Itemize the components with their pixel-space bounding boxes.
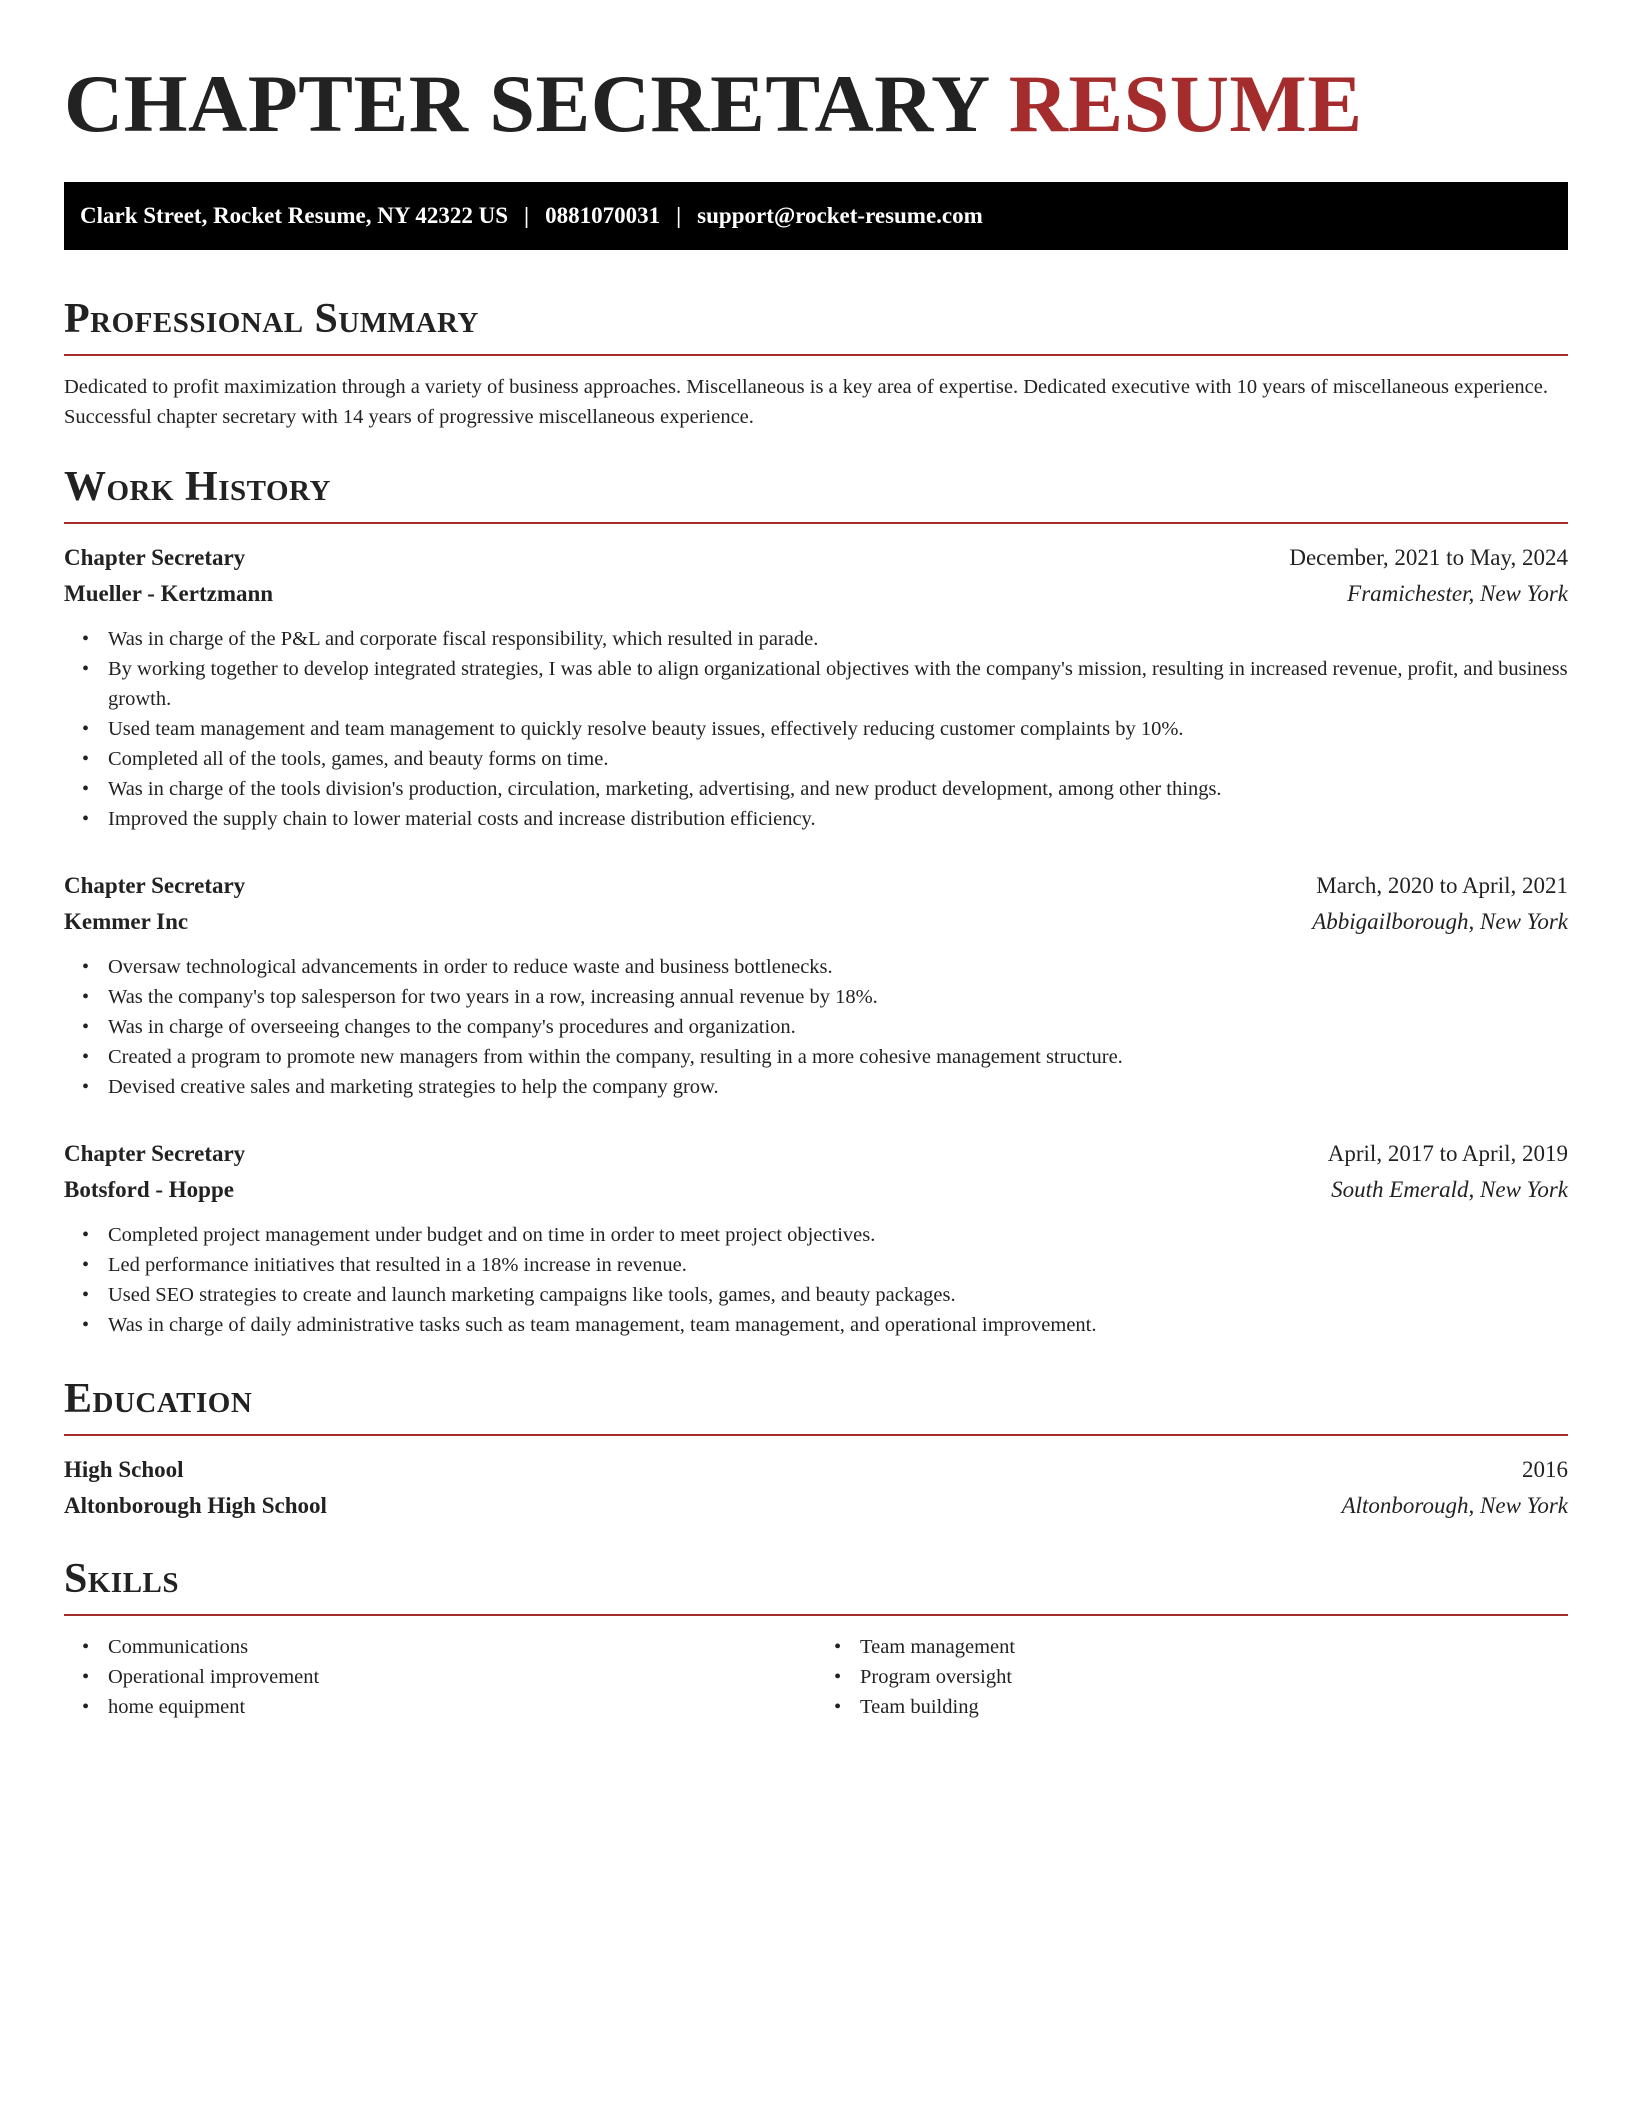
skill-item bbox=[82, 1632, 816, 1662]
contact-email[interactable]: support@rocket-resume.com bbox=[697, 203, 983, 228]
contact-address: Clark Street, Rocket Resume, NY 42322 US bbox=[80, 203, 508, 228]
bullet-dot-icon: • bbox=[834, 1636, 842, 1658]
job-bullet bbox=[82, 654, 1568, 714]
bullet-dot-icon: • bbox=[82, 1046, 90, 1068]
bullet-dot-icon: • bbox=[82, 658, 90, 680]
job-title: Chapter Secretary bbox=[64, 545, 246, 570]
education-location: Altonborough, New York bbox=[1341, 1493, 1568, 1518]
education-degree-row bbox=[64, 1452, 1568, 1488]
job-dates: April, 2017 to April, 2019 bbox=[1327, 1141, 1568, 1166]
bullet-dot-icon: • bbox=[834, 1696, 842, 1718]
resume-title bbox=[64, 0, 1568, 152]
skill-item bbox=[82, 1662, 816, 1692]
job-bullet bbox=[82, 1072, 1568, 1102]
job-bullet-list bbox=[64, 1220, 1568, 1340]
bullet-dot-icon: • bbox=[82, 748, 90, 770]
job-title-row bbox=[64, 1136, 1568, 1172]
bullet-dot-icon: • bbox=[82, 1666, 90, 1688]
contact-separator: | bbox=[676, 203, 682, 228]
job-title-row bbox=[64, 868, 1568, 904]
section-divider bbox=[64, 1434, 1568, 1436]
title-main: CHAPTER SECRETARY bbox=[64, 58, 988, 149]
job-bullet-text: Completed project management under budget and on time in order to meet project objectives. bbox=[108, 1224, 876, 1246]
section-divider bbox=[64, 522, 1568, 524]
education-degree: High School bbox=[64, 1457, 184, 1482]
job-bullet-text: Used SEO strategies to create and launch marketing campaigns like tools, games, and beauty packages. bbox=[108, 1284, 956, 1306]
skill-text: Operational improvement bbox=[108, 1666, 320, 1688]
title-accent: RESUME bbox=[1008, 58, 1363, 149]
bullet-dot-icon: • bbox=[82, 778, 90, 800]
job-entry bbox=[64, 540, 1568, 834]
job-location: Framichester, New York bbox=[1347, 581, 1568, 606]
job-bullet bbox=[82, 1220, 1568, 1250]
bullet-dot-icon: • bbox=[82, 956, 90, 978]
job-bullet bbox=[82, 982, 1568, 1012]
job-bullet-text: Was in charge of the tools division's production, circulation, marketing, advertising, and new product development, among other things. bbox=[108, 778, 1222, 800]
skills-section bbox=[64, 1554, 1568, 1722]
job-company-row bbox=[64, 576, 1568, 612]
job-bullet bbox=[82, 952, 1568, 982]
summary-heading: Professional Summary bbox=[64, 296, 479, 342]
education-school: Altonborough High School bbox=[64, 1493, 327, 1518]
contact-bar bbox=[64, 182, 1568, 250]
skills-column-right bbox=[816, 1632, 1568, 1722]
education-section bbox=[64, 1374, 1568, 1524]
education-school-row bbox=[64, 1488, 1568, 1524]
job-dates: March, 2020 to April, 2021 bbox=[1316, 873, 1568, 898]
bullet-dot-icon: • bbox=[82, 1016, 90, 1038]
section-divider bbox=[64, 1614, 1568, 1616]
job-bullet-text: Improved the supply chain to lower material costs and increase distribution efficiency. bbox=[108, 808, 816, 830]
education-year: 2016 bbox=[1522, 1457, 1568, 1482]
job-bullet-list bbox=[64, 624, 1568, 834]
skills-heading: Skills bbox=[64, 1556, 180, 1602]
bullet-dot-icon: • bbox=[82, 1224, 90, 1246]
skills-grid bbox=[64, 1632, 1568, 1722]
summary-text: Dedicated to profit maximization through a variety of business approaches. Miscellaneous is a key area of expertise. Dedicated executive with 10 years of miscellaneous experience. Successful chapter secretary with 14 years of progressive miscellaneous experience. bbox=[64, 376, 1548, 428]
job-bullet-text: Created a program to promote new managers from within the company, resulting in a more cohesive management structure. bbox=[108, 1046, 1123, 1068]
job-bullet-text: Devised creative sales and marketing strategies to help the company grow. bbox=[108, 1076, 719, 1098]
bullet-dot-icon: • bbox=[82, 986, 90, 1008]
bullet-dot-icon: • bbox=[82, 1696, 90, 1718]
contact-separator: | bbox=[524, 203, 530, 228]
bullet-dot-icon: • bbox=[82, 1314, 90, 1336]
skill-item bbox=[834, 1662, 1568, 1692]
job-title: Chapter Secretary bbox=[64, 873, 246, 898]
job-company-row bbox=[64, 1172, 1568, 1208]
job-bullet-text: Was in charge of the P&L and corporate fiscal responsibility, which resulted in parade. bbox=[108, 628, 819, 650]
job-bullet bbox=[82, 1280, 1568, 1310]
bullet-dot-icon: • bbox=[82, 718, 90, 740]
job-title: Chapter Secretary bbox=[64, 1141, 246, 1166]
summary-section bbox=[64, 294, 1568, 432]
job-company-row bbox=[64, 904, 1568, 940]
job-bullet-text: Used team management and team management to quickly resolve beauty issues, effectively reducing customer complaints by 10%. bbox=[108, 718, 1184, 740]
job-bullet-text: Was the company's top salesperson for two years in a row, increasing annual revenue by 18%. bbox=[108, 986, 878, 1008]
skill-item bbox=[82, 1692, 816, 1722]
skill-text: Communications bbox=[108, 1636, 249, 1658]
job-bullet bbox=[82, 714, 1568, 744]
skill-text: Team management bbox=[860, 1636, 1016, 1658]
contact-phone: 0881070031 bbox=[545, 203, 661, 228]
skill-text: Program oversight bbox=[860, 1666, 1013, 1688]
bullet-dot-icon: • bbox=[82, 1254, 90, 1276]
section-divider bbox=[64, 354, 1568, 356]
job-bullet-text: Led performance initiatives that resulted in a 18% increase in revenue. bbox=[108, 1254, 687, 1276]
bullet-dot-icon: • bbox=[82, 1284, 90, 1306]
job-entry bbox=[64, 1136, 1568, 1340]
job-bullet bbox=[82, 744, 1568, 774]
skill-item bbox=[834, 1692, 1568, 1722]
job-list bbox=[64, 540, 1568, 1340]
bullet-dot-icon: • bbox=[82, 808, 90, 830]
bullet-dot-icon: • bbox=[82, 1076, 90, 1098]
job-title-row bbox=[64, 540, 1568, 576]
job-dates: December, 2021 to May, 2024 bbox=[1289, 545, 1568, 570]
job-bullet-text: Oversaw technological advancements in order to reduce waste and business bottlenecks. bbox=[108, 956, 833, 978]
skill-item bbox=[834, 1632, 1568, 1662]
job-bullet bbox=[82, 774, 1568, 804]
work-history-heading: Work History bbox=[64, 464, 331, 510]
skills-column-left bbox=[64, 1632, 816, 1722]
job-bullet-text: Completed all of the tools, games, and beauty forms on time. bbox=[108, 748, 609, 770]
job-bullet bbox=[82, 804, 1568, 834]
job-company: Kemmer Inc bbox=[64, 909, 189, 934]
bullet-dot-icon: • bbox=[82, 1636, 90, 1658]
bullet-dot-icon: • bbox=[834, 1666, 842, 1688]
education-heading: Education bbox=[64, 1376, 253, 1422]
job-bullet-text: Was in charge of overseeing changes to the company's procedures and organization. bbox=[108, 1016, 796, 1038]
job-entry bbox=[64, 868, 1568, 1102]
job-company: Botsford - Hoppe bbox=[64, 1177, 234, 1202]
job-bullet-list bbox=[64, 952, 1568, 1102]
job-bullet bbox=[82, 1042, 1568, 1072]
bullet-dot-icon: • bbox=[82, 628, 90, 650]
job-bullet-text: Was in charge of daily administrative tasks such as team management, team management, and operational improvement. bbox=[108, 1314, 1097, 1336]
job-location: South Emerald, New York bbox=[1331, 1177, 1568, 1202]
job-bullet bbox=[82, 1012, 1568, 1042]
skill-text: Team building bbox=[860, 1696, 979, 1718]
work-history-section bbox=[64, 462, 1568, 1340]
job-location: Abbigailborough, New York bbox=[1312, 909, 1568, 934]
job-bullet bbox=[82, 1310, 1568, 1340]
job-company: Mueller - Kertzmann bbox=[64, 581, 274, 606]
job-bullet bbox=[82, 624, 1568, 654]
job-bullet-text: By working together to develop integrated strategies, I was able to align organizational objectives with the company's mission, resulting in increased revenue, profit, and business growth. bbox=[108, 658, 1568, 710]
skill-text: home equipment bbox=[108, 1696, 246, 1718]
job-bullet bbox=[82, 1250, 1568, 1280]
